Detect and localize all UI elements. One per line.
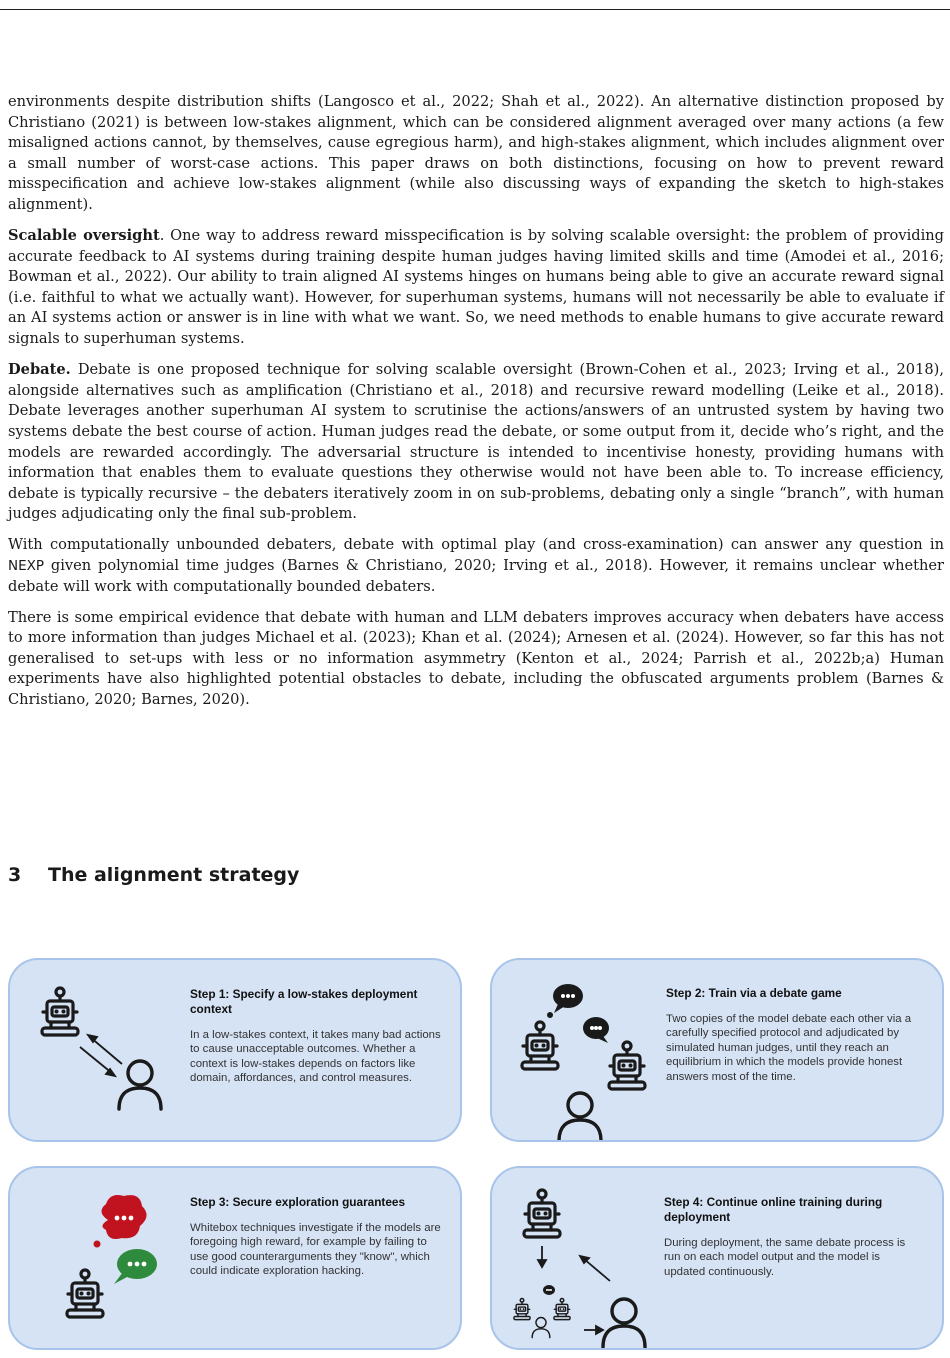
step-title: Step 1: Specify a low-stakes deployment context [190,987,418,1016]
robot-icon [42,988,78,1035]
red-speech-bubble-icon [94,1195,147,1248]
step-1-text [190,987,446,1086]
down-arrow-icon [538,1246,546,1267]
step-title: Step 4: Continue online training during deployment [664,1195,883,1224]
paragraph-lead-scalable-oversight: Scalable oversight [8,227,160,245]
up-left-arrow-icon [580,1256,610,1281]
human-icon [603,1299,645,1347]
paragraph-scalable-oversight [8,226,944,350]
human-icon [532,1318,550,1338]
step-2-illustration [492,960,666,1140]
paragraph-debate [8,360,944,525]
robot-icon [554,1299,570,1320]
speech-bubble-icon [583,1017,609,1043]
paragraph-unbounded-debaters [8,535,944,597]
paragraph-text: With computationally unbounded debaters, debate with optimal play (and cross-examination) can answer any question in [8,536,944,554]
paragraph-text: given polynomial time judges (Barnes & Christiano, 2020; Irving et al., 2018). However, it remains unclear whether debate will work with computationally bounded debaters. [8,556,944,595]
step-card-1 [8,958,462,1142]
green-speech-bubble-icon [114,1249,157,1284]
step-card-4 [490,1166,944,1350]
section-number: 3 [8,864,22,886]
step-description: Whitebox techniques investigate if the models are foregoing high reward, for example by failing to use good counterarguments they "know", which could indicate exploration hacking. [190,1222,441,1278]
human-icon [559,1093,601,1140]
step-1-illustration [10,960,190,1140]
step-description: In a low-stakes context, it takes many bad actions to cause unacceptable outcomes. Whether a context is low-stakes depends on factors like domain, affordances, and control measures. [190,1029,441,1085]
robot-icon [609,1042,645,1089]
robot-icon [522,1022,558,1069]
paragraph-lead-debate: Debate. [8,361,71,379]
step-description: During deployment, the same debate process is run on each model output and the model is updated continuously. [664,1237,906,1278]
step-3-illustration [10,1168,190,1348]
step-card-2 [490,958,944,1142]
page-top-rule [0,9,950,10]
robot-icon [514,1299,530,1320]
step-2-text [666,986,922,1084]
step-3-text [190,1195,446,1279]
speech-bubble-icon [543,1285,555,1295]
robot-icon [524,1190,560,1237]
paragraph-alignment-distinctions: environments despite distribution shifts (Langosco et al., 2022; Shah et al., 2022). An alternative distinction proposed by Christiano (2021) is between low-stakes alignment, which can be considered alignment averaged over many actions (a few misaligned actions cannot, by themselves, cause egregious harm), and high-stakes alignment, which includes alignment over a small number of worst-case actions. This paper draws on both distinctions, focusing on how to prevent reward misspecification and achieve low-stakes alignment (while also discussing ways of expanding the sketch to high-stakes alignment). [8,93,944,213]
bidirectional-arrows-icon [80,1035,122,1076]
human-icon [119,1061,161,1109]
section-title: The alignment strategy [48,864,300,886]
step-title: Step 3: Secure exploration guarantees [190,1195,406,1209]
paragraph-empirical-evidence: There is some empirical evidence that debate with human and LLM debaters improves accuracy when debaters have access to more information than judges Michael et al. (2023); Khan et al. (2024); Arnesen et al. (2024). However, so far this has not generalised to set-ups with less or no information asymmetry (Kenton et al., 2024; Parrish et al., 2022b;a) Human experiments have also highlighted potential obstacles to debate, including the obfuscated arguments problem (Barnes & Christiano, 2020; Barnes, 2020). [8,608,944,709]
robot-icon [67,1270,103,1317]
right-arrow-icon [584,1326,603,1334]
complexity-class: NEXP [8,557,45,574]
step-title: Step 2: Train via a debate game [666,986,842,1000]
paragraph-text: . One way to address reward misspecification is by solving scalable oversight: the problem of providing accurate feedback to AI systems during training despite human judges having limited skills and time (Amodei et al., 2016; Bowman et al., 2022). Our ability to train aligned AI systems hinges on humans being able to give an accurate reward signal (i.e. faithful to what we actually want). However, for superhuman systems, humans will not necessarily be able to evaluate if an AI systems action or answer is in line with what we want. So, we need methods to enable humans to give accurate reward signals to superhuman systems. [8,227,944,348]
step-4-illustration [492,1168,664,1348]
paragraph-text: Debate is one proposed technique for solving scalable oversight (Brown-Cohen et al., 2023; Irving et al., 2018), alongside alternatives such as amplification (Christiano et al., 2018) and recursive reward modelling (Leike et al., 2018). Debate leverages another superhuman AI system to scrutinise the actions/answers of an untrusted system by having two systems debate the best course of action. Human judges read the debate, or some output from it, decide who’s right, and the models are rewarded accordingly. The adversarial structure is intended to incentivise honesty, providing humans with information that enables them to evaluate questions they otherwise would not have been able to. To increase efficiency, debate is typically recursive – the debaters iteratively zoom in on sub-problems, debating only a single “branch”, with human judges adjudicating only the final sub-problem. [8,361,944,523]
paper-body [8,92,944,721]
speech-bubble-icon [547,984,583,1018]
step-description: Two copies of the model debate each other via a carefully specified protocol and adjudicated by simulated human judges, until they reach an equilibrium in which the models provide honest answers most of the time. [666,1013,912,1083]
step-card-3 [8,1166,462,1350]
step-4-text [664,1195,920,1279]
section-heading [8,864,299,886]
